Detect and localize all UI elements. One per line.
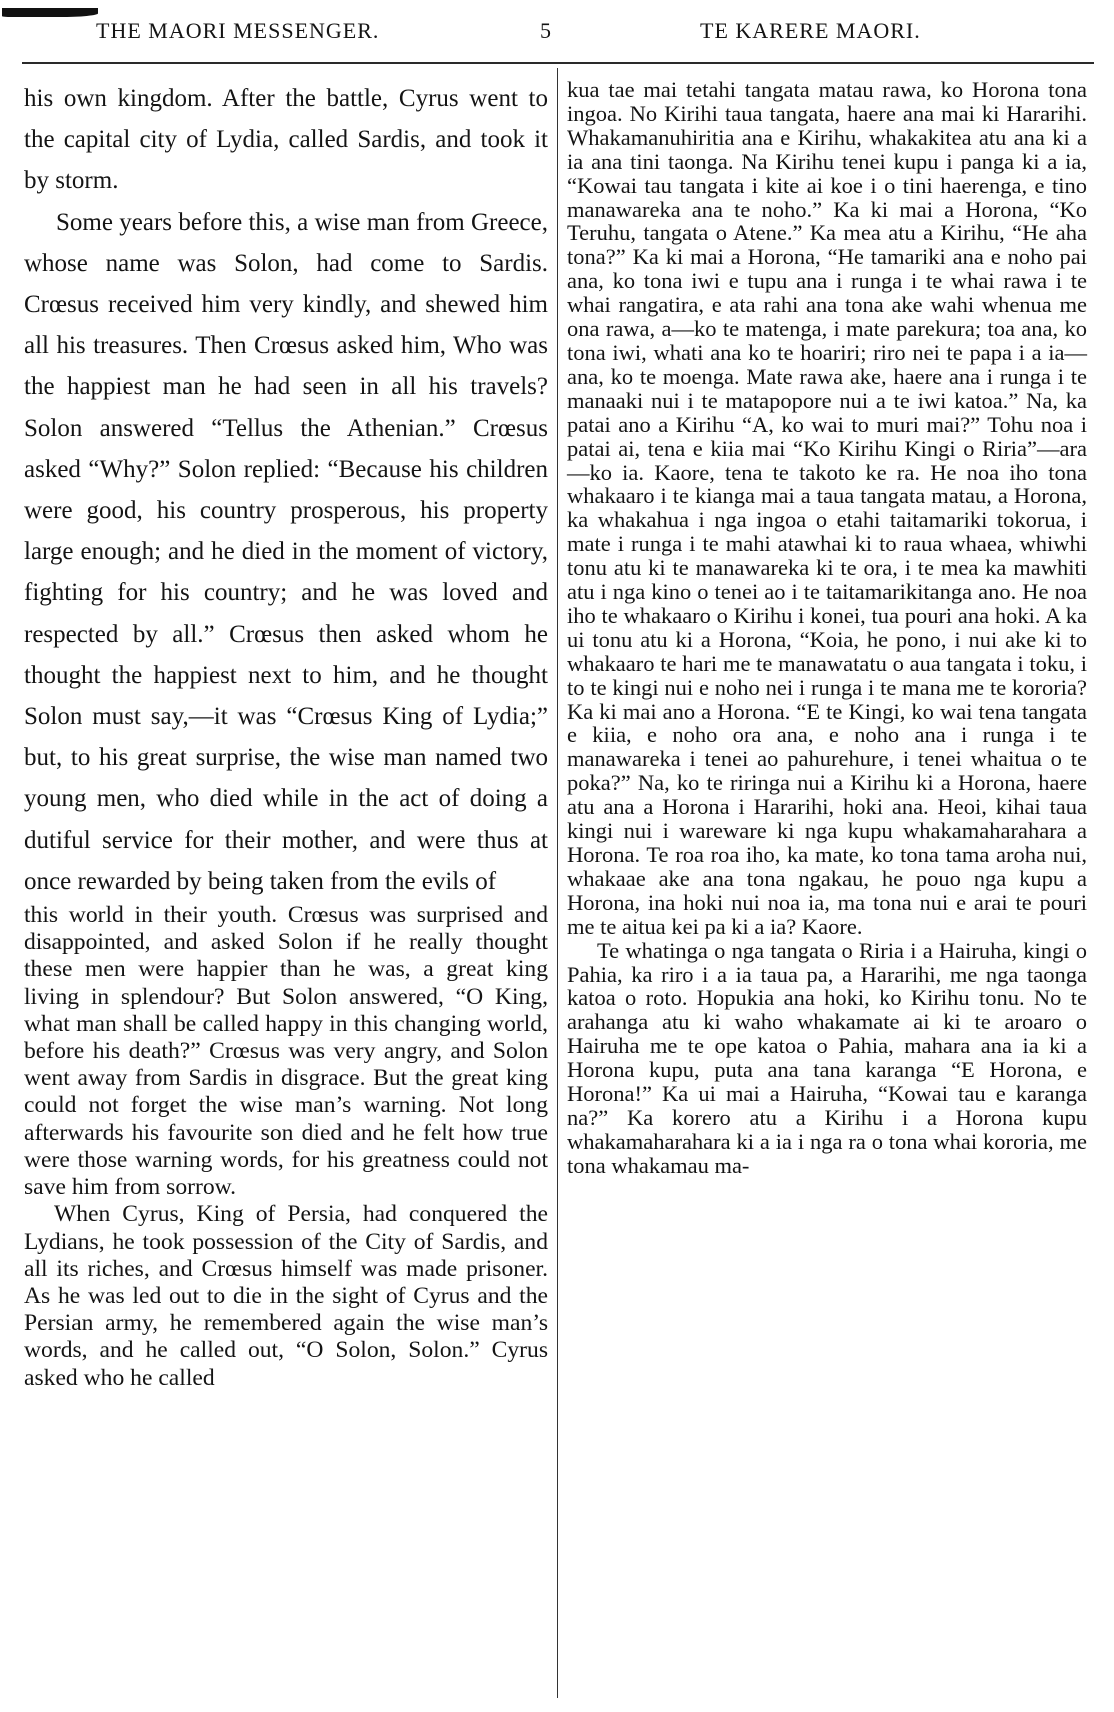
header-english-title: THE MAORI MESSENGER. xyxy=(96,18,380,43)
maori-paragraph-2: Te whatinga o nga tangata o Riria i a Hairuha, kingi o Pahia, ka riro i a ia taua pa, a Hararihi, me nga taonga katoa o roto. Hopukia ana hoki, ko Kirihu tonu. No te arahanga atu ki waho whakamate ai ki te aroaro o Hairuha me te ope katoa o Pahia, mahara ana ia ki a Horona kupu, puta ana tana karanga “E Horona, e Horona!” Ka ui mai a Hairuha, “Kowai tau e karanga na?” Ka korero atu a Kirihu i a Horona kupu whakamaharahara ki a ia i nga ra o tona whai kororia, me tona whakamau ma- xyxy=(567,937,1087,1178)
english-paragraph-1: his own kingdom. After the battle, Cyrus went to the capital city of Lydia, called Sardis, and took it by storm. xyxy=(24,85,548,195)
column-divider xyxy=(557,68,558,1698)
page-number: 5 xyxy=(540,18,552,43)
page-header xyxy=(0,18,1114,48)
maori-paragraph-1: kua tae mai tetahi tangata matau rawa, ko Horona tona ingoa. No Kirihi taua tangata, haere ana mai ki Hararihi. Whakamanuhiritia ana e Kirihu, whakakitea atu ana ki a ia ana tini taonga. Na Kirihu tenei kupu i panga ki a ia, “Kowai tau tangata i kite ai koe i o tini haerenga, e tino manawareka ana te noho.” Ka ki mai a Horona, “Ko Teruhu, tangata o Atene.” Ka mea atu a Kirihu, “He aha tona?” Ka ki mai a Horona, “He tamariki ana e noho pai ana, ko tona iwi e tupu ana i runga i te whai rawa i te whai rangatira, e ata rahi ana tona ake wahi whenua me ona rawa, a—ko te matenga, i mate parekura; toa ana, ko tona iwi, whati ana ko te hoariri; riro nei te papa i a ia—ana, ko te moenga. Mate rawa ake, haere ana i runga i te manaaki nui i te matapopore nui a te iwi katoa.” Na, ka patai ano a Kirihu “A, ko wai to muri mai?” Tohu noa i patai ai, tena e kiia mai “Ko Kirihu Kingi o Riria”—ara—ko ia. Kaore, tena te takoto ke ra. He noa iho tona whakaaro i te kianga mai a taua tangata matau, a Horona, ka whakahua i nga ingoa o etahi taitamariki tokorua, i mate i runga i te mahi atawhai ki to raua whaea, whiwhi tonu atu ki te manawareka ki te ora, i te mea ka mawhiti atu i nga kino o tenei ao i te taitamarikitanga ano. He noa iho te whakaaro o Kirihu i konei, tua pouri ana hoki. A ka ui tonu atu ki a Horona, “Koia, he pono, i nui ake ki to whakaaro te hari me te manawatatu o aua tangata i toku, i to te kingi nui e noho nei i runga i te mana me te kororia? Ka ki mai ano a Horona. “E te Kingi, ko wai tena tangata e kiia, e noho ora ana, e noho ana i runga i te manawareka i tenei ao pahurehure, i tenei whaitua o te poka?” Na, ko te riringa nui a Kirihu ki a Horona, haere atu ana a Horona i Hararihi, hoki ana. Heoi, kihai taua kingi nui i wareware ki nga kupu whakamaharahara a Horona. Te roa roa iho, ka mate, ko tona tama aroha nui, whakaae ake ana tona ngakau, he pouo nga kupu a Horona, ina hoki nui noa ia, ma tona nui e arai te pouri me te aitua kei pa ki a ia? Kaore. xyxy=(567,77,1087,939)
header-maori-title: TE KARERE MAORI. xyxy=(700,18,921,43)
maori-column xyxy=(567,78,1087,1178)
english-paragraph-3: When Cyrus, King of Persia, had conquered the Lydians, he took possession of the City of Sardis, and all its riches, and Crœsus himself was made prisoner. As he was led out to die in the sight of Cyrus and the Persian army, he remembered again the wise man’s words, and he called out, “O Solon, Solon.” Cyrus asked who he called xyxy=(24,1201,548,1391)
english-paragraph-2-continued: this world in their youth. Crœsus was surprised and disappointed, and asked Solon if he really thought these men were happier than he was, a great king living in splendour? But Solon answered, “O King, what man shall be called happy in this changing world, before his death?” Crœsus was very angry, and Solon went away from Sardis in disgrace. But the great king could not forget the wise man’s warning. Not long afterwards his favourite son died and he felt how true were those warning words, for his greatness could not save him from sorrow. xyxy=(24,902,548,1201)
header-rule xyxy=(22,62,1094,64)
ink-smudge xyxy=(2,8,98,17)
english-column xyxy=(24,78,548,1392)
english-paragraph-2: Some years before this, a wise man from Greece, whose name was Solon, had come to Sardis. Crœsus received him very kindly, and shewed him all his treasures. Then Crœsus asked him, Who was the happiest man he had seen in all his travels? Solon answered “Tellus the Athenian.” Crœsus asked “Why?” Solon replied: “Because his children were good, his country prosperous, his property large enough; and he died in the moment of victory, fighting for his country; and he was loved and respected by all.” Crœsus then asked whom he thought the happiest next to him, and he thought Solon must say,—it was “Crœsus King of Lydia;” but, to his great surprise, the wise man named two young men, who died while in the act of doing a dutiful service for their mother, and were thus at once rewarded by being taken from the evils of xyxy=(24,208,548,895)
